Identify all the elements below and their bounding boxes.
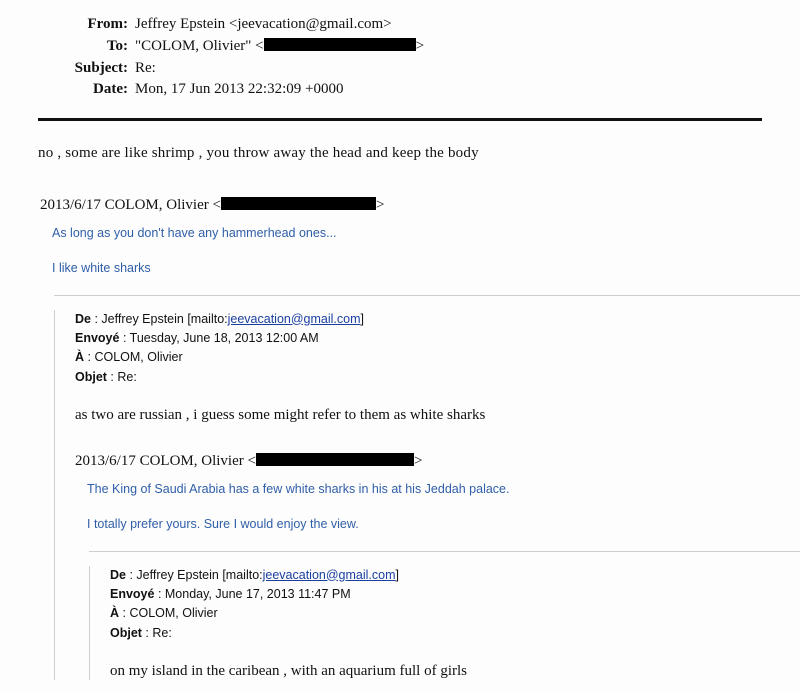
header-row-to [0,36,800,58]
quote-1-date-sender: 2013/6/17 COLOM, Olivier < [40,197,221,213]
from-label: From: [87,16,128,32]
quote-1-line-2: I like white sharks [52,260,151,275]
nested-1-de-value: : Jeffrey Epstein [mailto: [90,311,228,326]
nested-2-a-value: : COLOM, Olivier [119,606,218,621]
quote-1-text [52,222,800,281]
nested-2-objet-label: Objet [110,625,142,640]
nested-1-de-label: De [75,311,91,326]
nested-1-a-value: : COLOM, Olivier [84,350,183,365]
quote-2-date-sender: 2013/6/17 COLOM, Olivier < [75,453,256,469]
header-row-date [0,79,800,101]
quote-1-attribution [40,196,800,214]
redaction-bar [256,453,414,466]
nested-2-objet-value: : Re: [141,625,172,640]
nested-1-email-link[interactable]: jeevacation@gmail.com [227,311,361,326]
to-value-suffix: > [415,37,425,54]
from-value: Jeffrey Epstein <jeevacation@gmail.com> [135,16,392,32]
nested-2-body: on my island in the caribean , with an aquarium full of girls [110,663,467,679]
nested-reply-1 [54,310,800,681]
nested-2-de-value: : Jeffrey Epstein [mailto: [125,567,263,582]
nested-2-de-close: ] [395,567,399,582]
subject-label: Subject: [74,59,128,76]
nested-2-de-row [110,566,800,585]
nested-1-objet-label: Objet [75,369,107,384]
nested-1-body: as two are russian , i guess some might refer to them as white sharks [75,407,486,423]
quote-2-attribution [75,452,800,470]
redaction-bar [264,38,416,51]
nested-reply-2 [89,566,800,681]
nested-1-a-label: À [75,350,85,365]
date-label: Date: [93,81,128,98]
nested-2-envoye-label: Envoyé [110,586,155,601]
nested-2-a-row [110,604,800,623]
header-row-from [0,14,800,36]
nested-2-envoye-value: : Monday, June 17, 2013 11:47 PM [154,586,351,601]
quoted-message-1 [40,196,800,680]
quote-2-text [87,478,800,537]
nested-1-envoye-value: : Tuesday, June 18, 2013 12:00 AM [119,330,319,345]
nested-divider-2 [89,551,800,552]
subject-value: Re: [135,59,156,76]
redaction-bar [221,197,376,210]
nested-2-objet-row [110,624,800,643]
nested-2-envoye-row [110,585,800,604]
nested-1-a-row [75,348,800,367]
nested-divider-1 [54,295,800,296]
nested-1-meta [75,310,800,388]
nested-1-objet-value: : Re: [106,369,137,384]
nested-1-envoye-row [75,329,800,348]
nested-1-objet-row [75,368,800,387]
message-body: no , some are like shrimp , you throw away the head and keep the body [38,145,479,161]
quote-2-line-1: The King of Saudi Arabia has a few white sharks in his at his Jeddah palace. [87,482,510,496]
to-value-prefix: "COLOM, Olivier" < [135,37,264,54]
quote-2-line-2: I totally prefer yours. Sure I would enjoy the view. [87,516,359,531]
nested-2-meta [110,566,800,644]
nested-2-a-label: À [110,606,120,621]
to-value [135,36,800,58]
quote-2-close: > [413,453,423,469]
quote-1-close: > [375,197,385,213]
email-header [0,0,800,101]
quote-1-line-1: As long as you don't have any hammerhead ones... [52,226,337,240]
header-divider [38,118,762,121]
header-row-subject [0,58,800,80]
nested-1-de-close: ] [360,311,364,326]
nested-1-envoye-label: Envoyé [75,330,120,345]
date-value: Mon, 17 Jun 2013 22:32:09 +0000 [135,81,344,98]
nested-2-de-label: De [110,567,126,582]
nested-1-de-row [75,310,800,329]
to-label: To: [106,37,128,54]
nested-2-email-link[interactable]: jeevacation@gmail.com [262,567,396,582]
